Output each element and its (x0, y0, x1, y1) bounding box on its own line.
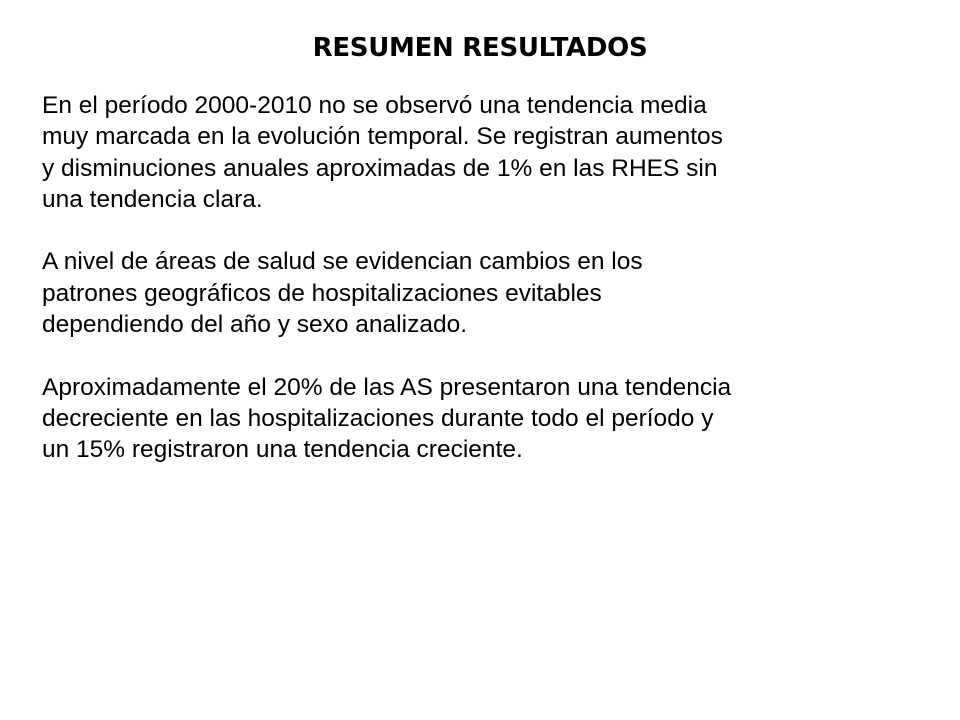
text-line: decreciente en las hospitalizaciones durante todo el período y (42, 404, 714, 432)
slide-title: RESUMEN RESULTADOS (312, 33, 648, 63)
text-line: dependiendo del año y sexo analizado. (42, 311, 468, 339)
text-line: un 15% registraron una tendencia creciente. (42, 436, 523, 464)
text-line: patrones geográficos de hospitalizaciones evitables (42, 279, 602, 307)
paragraph-health-areas (42, 246, 942, 340)
paragraph-area-percentages (42, 372, 942, 466)
text-line: y disminuciones anuales aproximadas de 1% en las RHES sin (42, 154, 718, 182)
text-line: Aproximadamente el 20% de las AS presentaron una tendencia (42, 373, 732, 401)
slide-body (42, 90, 942, 497)
text-line: muy marcada en la evolución temporal. Se registran aumentos (42, 123, 723, 151)
text-line: una tendencia clara. (42, 185, 263, 213)
text-line: A nivel de áreas de salud se evidencian cambios en los (42, 248, 643, 276)
paragraph-trend-summary (42, 90, 942, 215)
text-line: En el período 2000-2010 no se observó una tendencia media (42, 92, 707, 119)
